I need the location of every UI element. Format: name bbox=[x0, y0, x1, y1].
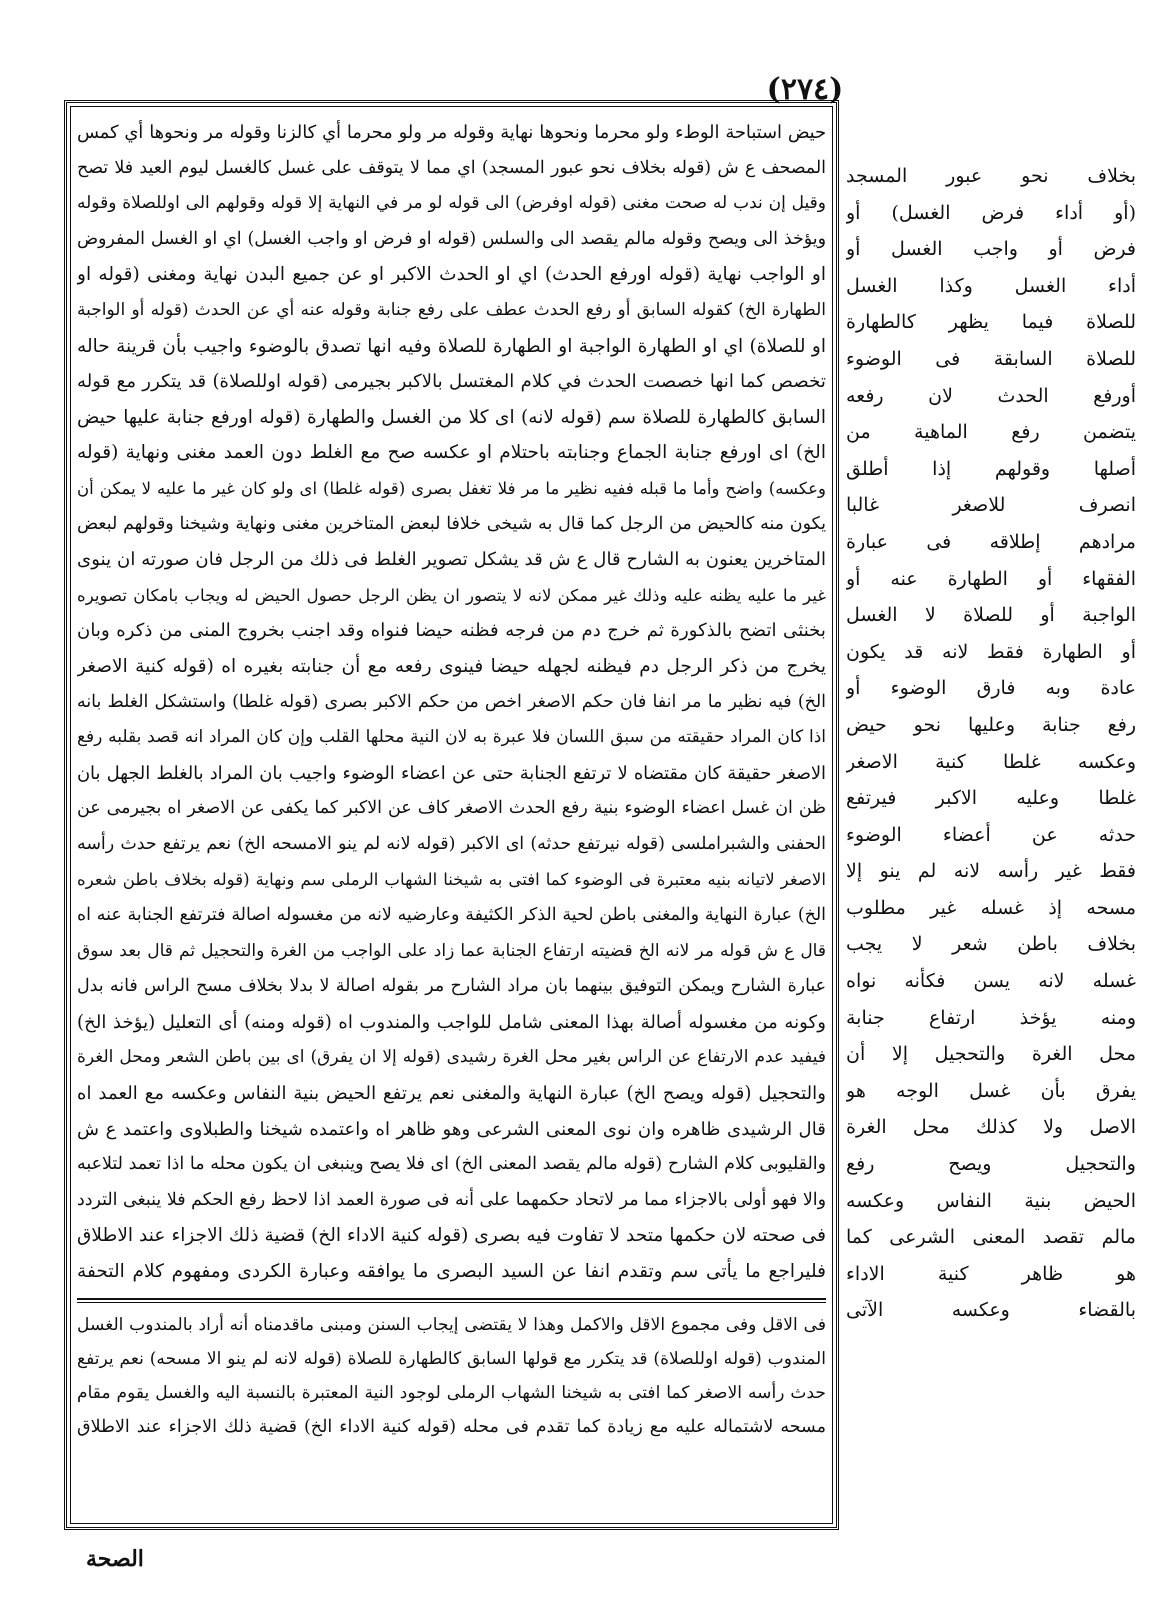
commentary-line: وقيل إن ندب له صحت مغنى (قوله اوفرض) الى قوله لو مر في النهاية إلا قوله وقولهم الى اوللصلاة وقوله bbox=[77, 193, 826, 214]
matn-line: أصلها وقولهم إذا أطلق bbox=[846, 457, 1136, 480]
matn-line: محل الغرة والتحجيل إلا أن bbox=[846, 1043, 1136, 1066]
commentary-line: وكونه من مغسوله أصالة بهذا المعنى شامل للواجب والمندوب اه (قوله ومنه) أى التعليل (يؤخذ الخ) bbox=[77, 1011, 826, 1033]
commentary-line: بخنثى اتضح بالذكورة ثم خرج دم من فرجه فظنه حيضا فنواه وقد اجنب بخروج المنى من ذكره وبان bbox=[77, 620, 826, 642]
matn-line: الحيض بنية النفاس وعكسه bbox=[846, 1189, 1136, 1212]
commentary-line: الخ) اى اورفع جنابة الجماع وجنابته باحتلام او عكسه صح مع الغلط دون العمد مغنى ونهاية (قوله bbox=[77, 442, 826, 464]
commentary-line: او للصلاة) اي او الطهارة الواجبة او الطهارة للصلاة وفيه انها تصدق بالوضوء واجيب بأن قرينة حاله bbox=[77, 335, 826, 357]
commentary-line: الخ) فيه نظير ما مر انفا فان حكم الاصغر اخص من حكم الاكبر بصرى (قوله غلطا) واستشكل الغلط بانه bbox=[77, 691, 826, 712]
matn-line: أداء الغسل وكذا الغسل bbox=[846, 274, 1136, 297]
matn-line: بخلاف باطن شعر لا يجب bbox=[846, 933, 1136, 956]
matn-line: (أو أداء فرض الغسل) أو bbox=[846, 201, 1136, 224]
matn-line: هو ظاهر كنية الاداء bbox=[846, 1262, 1136, 1285]
matn-line: مرادهم إطلاقه فى عبارة bbox=[846, 530, 1136, 553]
main-commentary-text bbox=[77, 115, 826, 1290]
commentary-line: السابق كالطهارة للصلاة سم (قوله لانه) اى كلا من الغسل والطهارة (قوله اورفع جنابة عليها حيض bbox=[77, 406, 826, 428]
matn-line: والتحجيل ويصح رفع bbox=[846, 1153, 1136, 1176]
matn-line: وعكسه غلطا كنية الاصغر bbox=[846, 750, 1136, 773]
commentary-line: عبارة الشارح ويمكن التوفيق بينهما بان مراد الشارح مر بقوله اصالة لا بدلا بخلاف مسح الراس فانه بدل bbox=[77, 976, 826, 997]
matn-line: الفقهاء أو الطهارة عنه أو bbox=[846, 567, 1136, 590]
footnote-line: فى الاقل وفى مجموع الاقل والاكمل وهذا لا يقتضى إيجاب السنن ومبنى ماقدمناه أنه أراد بالمندوب الغسل bbox=[77, 1314, 826, 1335]
commentary-line: الطهارة الخ) كقوله السابق أو رفع الحدث عطف على رفع جنابة وقوله عنه أي عن الحدث (قوله أو الواجبة bbox=[77, 299, 826, 320]
commentary-line: المتاخرين يعنون به الشارح قال ع ش قد يشكل تصوير الغلط فى ذلك من الرجل فان صورته ان ينوى bbox=[77, 549, 826, 571]
matn-line: غلطا وعليه الاكبر فيرتفع bbox=[846, 787, 1136, 810]
matn-line: غسله لانه يسن فكأنه نواه bbox=[846, 970, 1136, 993]
commentary-line: قال ع ش قوله مر لانه الخ قضيته ارتفاع الجنابة عما زاد على الواجب من الغرة والتحجيل ثم قال بعد سوق bbox=[77, 940, 826, 961]
matn-line: فرض أو واجب الغسل أو bbox=[846, 238, 1136, 261]
commentary-line: والقليوبى كلام الشارح (قوله مالم يقصد المعنى الخ) اى فلا يصح وينبغى ان يكون محله ما اذا تعمد لتلاعبه bbox=[77, 1154, 826, 1175]
main-commentary-box bbox=[64, 100, 839, 1530]
matn-line: عادة وبه فارق الوضوء أو bbox=[846, 677, 1136, 700]
commentary-line: يكون منه كالحيض من الرجل كما قال به شيخى خلافا لبعض المتاخرين مغنى ونهاية وشيخنا وقولهم لبعض bbox=[77, 513, 826, 534]
footnote-divider bbox=[77, 1298, 826, 1300]
commentary-line: ويؤخذ الى ويصح وقوله مالم يقصد الى والسلس (قوله او فرض او واجب الغسل) اي او الغسل المفروض bbox=[77, 228, 826, 249]
commentary-line: فليراجع ما يأتى سم وتقدم انفا عن السيد البصرى ما يوافقه وعبارة الكردى ومفهوم كلام التحفة bbox=[77, 1261, 826, 1282]
matn-line: مسحه إذ غسله غير مطلوب bbox=[846, 896, 1136, 919]
commentary-line: تخصص كما انها خصصت الحدث في كلام المغتسل بالاكبر بجيرمى (قوله اوللصلاة) قد يتكرر مع قوله bbox=[77, 371, 826, 393]
matn-line: بالقضاء وعكسه الآتى bbox=[846, 1299, 1136, 1322]
commentary-line: الحفنى والشبراملسى (قوله نيرتفع حدثه) اى الاكبر (قوله لانه لم ينو الامسحه الخ) نعم يرتفع حدث رأسه bbox=[77, 833, 826, 854]
matn-line: انصرف للاصغر غالبا bbox=[846, 494, 1136, 517]
commentary-line: غير ما عليه يظنه عليه وذلك غير ممكن لانه لا يتصور ان يظن الرجل حصول الحيض له ويجاب بامكان تصويره bbox=[77, 585, 826, 605]
matn-line: أورفع الحدث لان رفعه bbox=[846, 384, 1136, 407]
commentary-line: ظن ان غسل اعضاء الوضوء بنية رفع الحدث الاصغر كاف عن الاكبر كما يكفى عن الاصغر اه بجيرمى عن bbox=[77, 798, 826, 819]
matn-line: مالم تقصد المعنى الشرعى كما bbox=[846, 1226, 1136, 1249]
commentary-line: فى صحته لان حكمها متحد لا تفاوت فيه بصرى (قوله كنية الاداء الخ) قضية ذلك الاجزاء عند الاطلاق bbox=[77, 1225, 826, 1247]
matn-line: يفرق بأن غسل الوجه هو bbox=[846, 1079, 1136, 1102]
matn-line: رفع جنابة وعليها نحو حيض bbox=[846, 713, 1136, 736]
commentary-line: المصحف ع ش (قوله بخلاف نحو عبور المسجد) اي مما لا يتوقف على غسل كالغسل ليوم العيد فلا تصح bbox=[77, 157, 826, 178]
commentary-line: فيفيد عدم الارتفاع عن الراس بغير محل الغرة رشيدى (قوله إلا ان يفرق) اى بين باطن الشعر ومحل الغرة bbox=[77, 1047, 826, 1068]
commentary-line: او الواجب نهاية (قوله اورفع الحدث) اي او الحدث الاكبر او عن جميع البدن نهاية ومغنى (قوله او bbox=[77, 264, 826, 286]
matn-line: ومنه يؤخذ ارتفاع جنابة bbox=[846, 1006, 1136, 1029]
commentary-line: والا فهو أولى بالاجزاء مما مر لاتحاد حكمهما على أنه فى صورة العمد اذا لاحظ رفع الحكم فلا ينبغى التردد bbox=[77, 1189, 826, 1210]
matn-line: فقط غير رأسه لانه لم ينو إلا bbox=[846, 860, 1136, 883]
matn-line: الواجبة أو للصلاة لا الغسل bbox=[846, 604, 1136, 627]
commentary-line: الاصغر لاتيانه بنيه معتبرة فى الوضوء كما افتى به شيخنا الشهاب الرملى سم ونهاية (قوله بخلاف باطن شعره bbox=[77, 870, 826, 890]
commentary-line: والتحجيل (قوله ويصح الخ) عبارة النهاية والمغنى نعم يرتفع الحيض بنية النفاس وعكسه مع العمد اه bbox=[77, 1083, 826, 1105]
matn-line: الاصل ولا كذلك محل الغرة bbox=[846, 1116, 1136, 1139]
commentary-line: وعكسه) واضح وأما ما قبله ففيه نظير ما مر فلا تغفل بصرى (قوله غلطا) اى ولو كان غير ما عليه لا يمكن أن bbox=[77, 478, 826, 498]
commentary-line: يخرج من ذكر الرجل دم فيظنه لجهله حيضا فينوى رفعه مع أن جنابته بغيره اه (قوله كنية الاصغر bbox=[77, 655, 826, 677]
footnote-line: مسحه لاشتماله عليه مع زيادة كما تقدم فى محله (قوله كنية الاداء الخ) قضية ذلك الاجزاء عند الاطلاق bbox=[77, 1416, 826, 1437]
matn-line: يتضمن رفع الماهية من bbox=[846, 421, 1136, 444]
side-matn-column bbox=[846, 158, 1136, 1329]
matn-line: للصلاة فيما يظهر كالطهارة bbox=[846, 311, 1136, 334]
commentary-line: الاصغر حقيقة كان مقتضاه لا ترتفع الجنابة حتى عن اعضاء الوضوء واجيب بان المراد بالغلط الجهل بان bbox=[77, 762, 826, 784]
commentary-line: حيض استباحة الوطء ولو محرما ونحوها نهاية وقوله مر ولو محرما أي كالزنا وقوله مر ونحوها أي كمس bbox=[77, 122, 826, 143]
footnote-text bbox=[77, 1308, 826, 1444]
matn-line: حدثه عن أعضاء الوضوء bbox=[846, 823, 1136, 846]
matn-line: للصلاة السابقة فى الوضوء bbox=[846, 347, 1136, 370]
commentary-line: قال الرشيدى ظاهره وان نوى المعنى الشرعى وهو ظاهر اه واعتمده شيخنا والطبلاوى واعتمد ع ش bbox=[77, 1118, 826, 1140]
page-number: (٢٧٤) bbox=[766, 72, 844, 107]
catchword: الصحة bbox=[86, 1546, 144, 1572]
commentary-line: اذا كان المراد حقيقته من سبق اللسان فلا عبرة به لان النية محلها القلب وإن كان المراد انه قصد بقلبه رفع bbox=[77, 727, 826, 748]
matn-line: بخلاف نحو عبور المسجد bbox=[846, 165, 1136, 187]
footnote-line: حدث رأسه الاصغر كما افتى به شيخنا الشهاب الرملى لوجود النية المعتبرة بالنسبة اليه والغسل يقوم مقام bbox=[77, 1382, 826, 1403]
footnote-line: المندوب (قوله اوللصلاة) قد يتكرر مع قولها السابق كالطهارة للصلاة (قوله لانه لم ينو الا مسحه) نعم يرتفع bbox=[77, 1348, 826, 1369]
matn-line: أو الطهارة فقط لانه قد يكون bbox=[846, 640, 1136, 663]
commentary-line: الخ) عبارة النهاية والمغنى باطن لحية الذكر الكثيفة وعارضيه لانه من مغسوله اصالة فترتفع الجنابة عنه اه bbox=[77, 905, 826, 926]
